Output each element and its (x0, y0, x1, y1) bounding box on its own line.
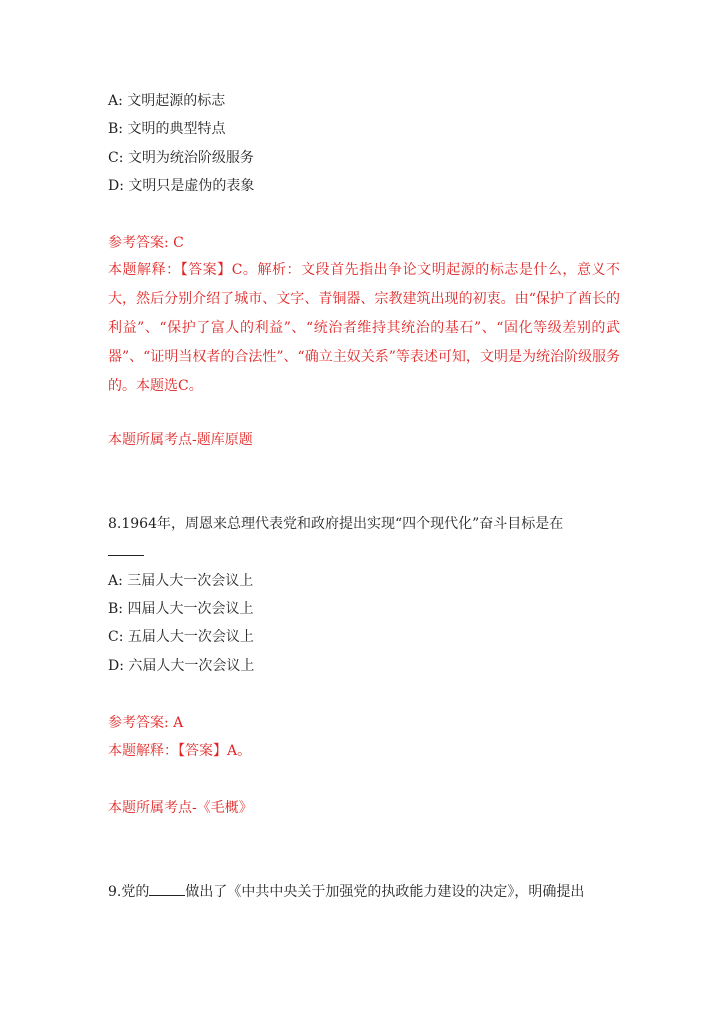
q8-option-d: D: 六届人大一次会议上 (108, 658, 255, 674)
q7-option-c: C: 文明为统治阶级服务 (108, 150, 254, 166)
q7-option-d: D: 文明只是虚伪的表象 (108, 178, 255, 194)
q8-option-b: B: 四届人大一次会议上 (108, 601, 254, 617)
q9-stem-prefix: 9.党的 (108, 884, 150, 900)
q8-answer: 参考答案: A (108, 715, 184, 731)
q9-stem-suffix: 做出了《中共中央关于加强党的执政能力建设的决定》，明确提出 (185, 884, 585, 900)
fill-in-blank (149, 883, 185, 896)
q7-option-b: B: 文明的典型特点 (108, 121, 226, 137)
q8-option-a: A: 三届人大一次会议上 (108, 573, 254, 589)
q8-stem: 8.1964年，周恩来总理代表党和政府提出实现“四个现代化”奋斗目标是在 (108, 516, 564, 532)
q7-option-a: A: 文明起源的标志 (108, 93, 226, 109)
q8-option-c: C: 五届人大一次会议上 (108, 629, 254, 645)
q9-stem (108, 882, 584, 902)
q8-explanation: 本题解释：【答案】A。 (108, 743, 252, 759)
q7-source: 本题所属考点-题库原题 (108, 432, 253, 448)
q7-answer: 参考答案: C (108, 235, 184, 251)
q7-explanation: 本题解释：【答案】C。解析：文段首先指出争论文明起源的标志是什么，意义不大，然后分别介绍了城市、文字、青铜器、宗教建筑出现的初衷。由“保护了酋长的利益”、“保护了富人的利益”、“统治者维持其统治的基石”、“固化等级差别的武器”、“证明当权者的合法性”、“确立主奴关系”等表述可知，文明是为统治阶级服务的。本题选C。 (108, 262, 620, 394)
fill-in-blank (108, 543, 144, 556)
q8-blank (108, 542, 144, 562)
q8-source: 本题所属考点-《毛概》 (108, 800, 253, 816)
